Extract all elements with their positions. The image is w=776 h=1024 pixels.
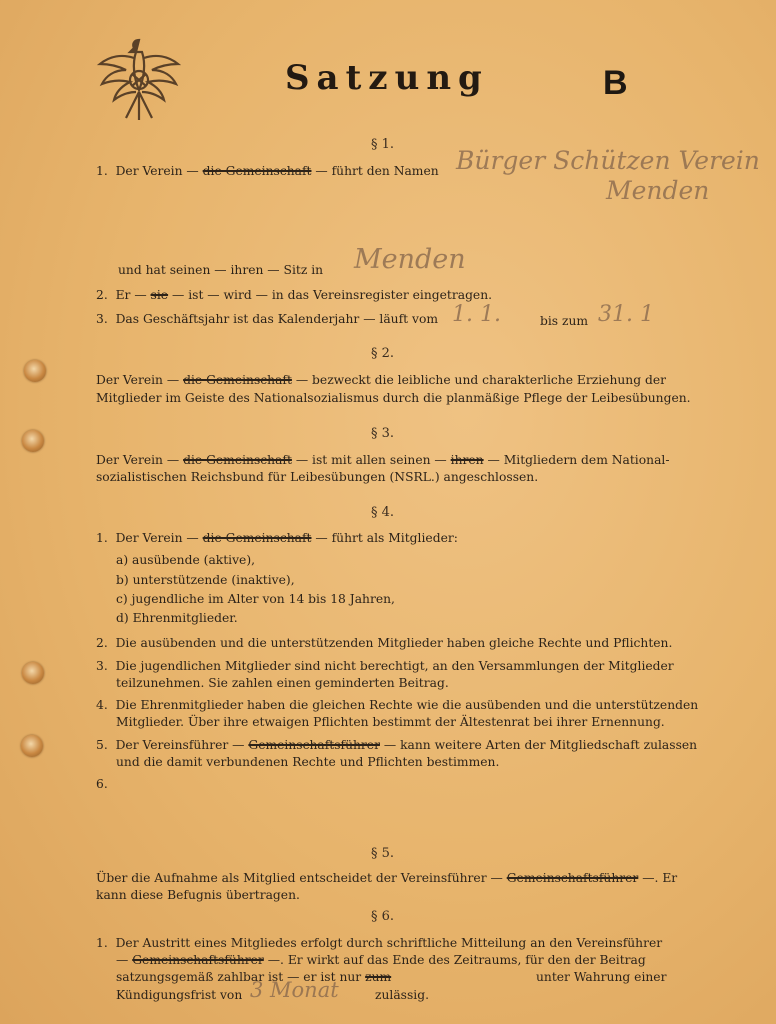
s4-para-5 (96, 737, 697, 753)
s6-line-1 (96, 935, 662, 951)
struck-text: ihren (450, 453, 484, 467)
punch-hole (22, 662, 44, 684)
page-title: Satzung (285, 58, 489, 98)
s1-line-2: und hat seinen — ihren — Sitz in (118, 263, 324, 277)
text: Der Verein — (115, 164, 199, 178)
s6-line-4-end: zulässig. (375, 988, 429, 1002)
handwritten-club-name: Bürger Schützen Verein (456, 146, 760, 175)
s2-line-2: Mitglieder im Geiste des Nationalsozialismus durch die planmäßige Pflege der Leibesübungen. (96, 391, 691, 405)
member-type-item: a) ausübende (aktive), (116, 553, 256, 567)
text: Der Austritt eines Mitgliedes erfolgt durch schriftliche Mitteilung an den Vereinsführer (115, 936, 663, 950)
struck-text: Gemeinschaftsführer (248, 738, 380, 752)
s5-line-1 (96, 870, 677, 886)
s6-line-3-end: unter Wahrung einer (536, 970, 667, 984)
text: Der Verein — (115, 531, 199, 545)
item-number: 5. (96, 738, 108, 752)
text: — (116, 953, 129, 967)
member-type-item: c) jugendliche im Alter von 14 bis 18 Jahren, (116, 592, 395, 606)
s4-para-3-cont: teilzunehmen. Sie zahlen einen geminderten Beitrag. (116, 676, 449, 690)
text: Der Verein — (96, 453, 180, 467)
s4-para-4 (96, 697, 698, 713)
eagle-emblem-icon (96, 34, 182, 126)
text: — kann weitere Arten der Mitgliedschaft zulassen (383, 738, 698, 752)
text: — bezweckt die leibliche und charakterliche Erziehung der (295, 373, 667, 387)
text: satzungsgemäß zahlbar ist — er ist nur (116, 970, 362, 984)
text: — ist mit allen seinen — (295, 453, 447, 467)
punch-hole (24, 360, 46, 382)
handwritten-notice-period: 3 Monat (250, 978, 339, 1002)
text: — führt den Namen (315, 164, 439, 178)
item-number: 4. (96, 698, 108, 712)
section-heading-4: § 4. (371, 505, 395, 520)
text: — führt als Mitglieder: (315, 531, 458, 545)
section-heading-2: § 2. (371, 346, 395, 361)
member-type-item: b) unterstützende (inaktive), (116, 573, 295, 587)
s4-para-4-cont: Mitglieder. Über ihre etwaigen Pflichten bestimmt der Ältestenrat bei ihrer Ernennung. (116, 715, 665, 729)
s2-line-1 (96, 372, 666, 388)
struck-text: sie (150, 288, 169, 302)
item-number: 3. (96, 312, 108, 326)
item-number: 2. (96, 288, 108, 302)
s3-line-1 (96, 452, 669, 468)
punch-hole (22, 430, 44, 452)
punch-hole (21, 735, 43, 757)
struck-text: die Gemeinschaft (202, 164, 312, 178)
text: —. Er wirkt auf das Ende des Zeitraums, für den der Beitrag (267, 953, 646, 967)
text: Der Vereinsführer — (115, 738, 245, 752)
text: — Mitgliedern dem National- (487, 453, 670, 467)
item-number: 1. (96, 936, 108, 950)
member-type-item: d) Ehrenmitglieder. (116, 611, 238, 625)
s4-para-5-cont: und die damit verbundenen Rechte und Pflichten bestimmen. (116, 755, 500, 769)
section-heading-3: § 3. (371, 426, 395, 441)
s1-line-3 (96, 287, 492, 303)
section-heading-1: § 1. (371, 137, 395, 152)
text: Die jugendlichen Mitglieder sind nicht berechtigt, an den Versammlungen der Mitglieder (115, 659, 674, 673)
s6-line-2 (116, 952, 646, 968)
struck-text: die Gemeinschaft (183, 453, 292, 467)
s4-para-2 (96, 635, 672, 651)
s6-line-4: Kündigungsfrist von (116, 988, 243, 1002)
text: Die Ehrenmitglieder haben die gleichen Rechte wie die ausübenden und die unterstützenden (115, 698, 699, 712)
struck-text: die Gemeinschaft (183, 373, 292, 387)
s3-line-2: sozialistischen Reichsbund für Leibesübungen (NSRL.) angeschlossen. (96, 470, 539, 484)
text: — ist — wird — in das Vereinsregister eingetragen. (172, 288, 493, 302)
handwritten-seat-city: Menden (354, 244, 466, 275)
struck-text: Gemeinschaftsführer (506, 871, 639, 885)
text: Der Verein — (96, 373, 180, 387)
s4-para-3 (96, 658, 674, 674)
form-letter-badge: B (603, 64, 628, 102)
text: Die ausübenden und die unterstützenden Mitglieder haben gleiche Rechte und Pflichten. (115, 636, 673, 650)
text: Das Geschäftsjahr ist das Kalenderjahr — läuft vom (115, 312, 439, 326)
struck-text: Gemeinschaftsführer (132, 953, 264, 967)
text: —. Er (642, 871, 678, 885)
handwritten-year-end: 31. 1 (598, 302, 654, 327)
section-heading-5: § 5. (371, 846, 395, 861)
handwritten-year-start: 1. 1. (452, 302, 501, 327)
item-number: 1. (96, 164, 108, 178)
item-number: 2. (96, 636, 108, 650)
struck-text: zum (365, 970, 392, 984)
s4-para-6-number: 6. (96, 777, 108, 791)
s5-line-2: kann diese Befugnis übertragen. (96, 888, 300, 902)
s1-line-4 (96, 311, 438, 327)
s1-until-label: bis zum (540, 314, 589, 328)
text: Er — (115, 288, 147, 302)
text: Über die Aufnahme als Mitglied entscheidet der Vereinsführer — (96, 871, 503, 885)
handwritten-club-town: Menden (606, 176, 710, 205)
s4-line-1 (96, 530, 458, 546)
item-number: 3. (96, 659, 108, 673)
section-heading-6: § 6. (371, 909, 395, 924)
item-number: 1. (96, 531, 108, 545)
struck-text: die Gemeinschaft (202, 531, 312, 545)
s1-line-1 (96, 163, 439, 179)
